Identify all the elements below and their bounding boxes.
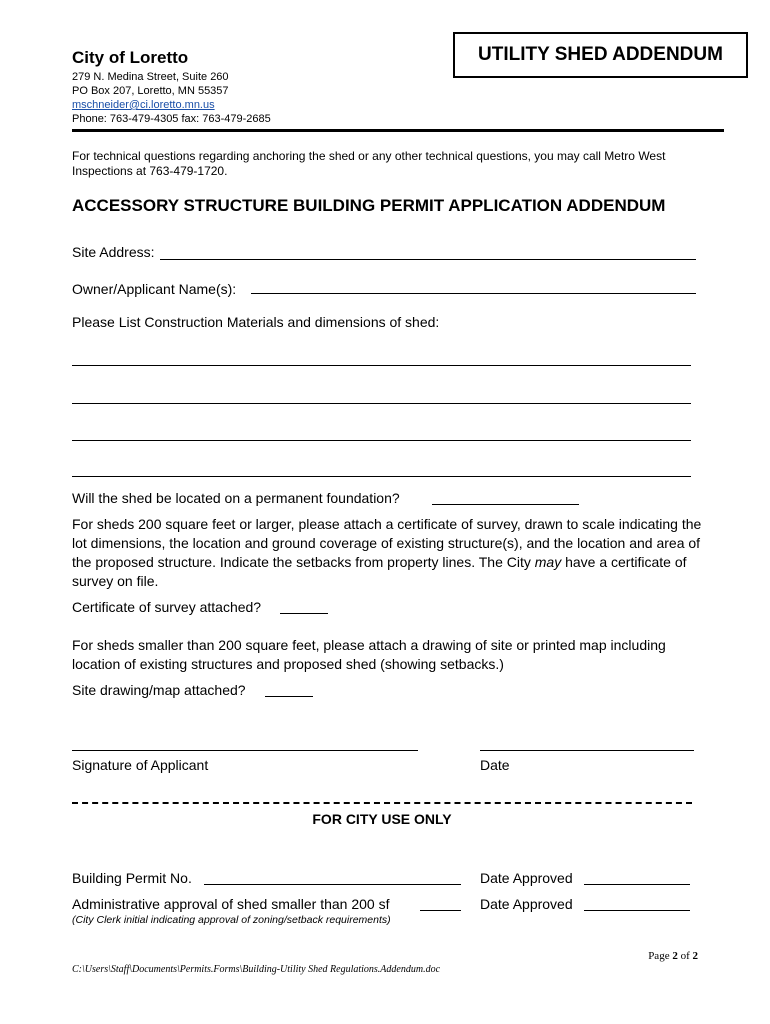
signature-field[interactable] <box>72 750 418 751</box>
org-name: City of Loretto <box>72 48 189 67</box>
form-title: UTILITY SHED ADDENDUM <box>478 44 723 65</box>
page-number <box>600 950 698 962</box>
city-use-title: FOR CITY USE ONLY <box>312 811 452 827</box>
survey-text-before: For sheds 200 square feet or larger, please attach a certificate of survey, drawn to scale indicating the lot dimensions, the location and ground coverage of existing structure(s), and the location and area of the proposed structure. Indicate the setbacks from property lines. The City <box>72 516 702 570</box>
date-label: Date <box>480 757 510 773</box>
header-divider <box>72 129 724 132</box>
address-line-1: 279 N. Medina Street, Suite 260 <box>72 71 229 83</box>
phone-fax: Phone: 763-479-4305 fax: 763-479-2685 <box>72 113 271 125</box>
city-use-divider <box>72 802 692 804</box>
signature-date-field[interactable] <box>480 750 694 751</box>
drawing-attached-label: Site drawing/map attached? <box>72 682 246 698</box>
address-line-2: PO Box 207, Loretto, MN 55357 <box>72 85 229 97</box>
drawing-attached-field[interactable] <box>265 696 313 697</box>
owner-name-field[interactable] <box>251 293 696 294</box>
drawing-instructions: For sheds smaller than 200 square feet, please attach a drawing of site or printed map including location of existing structures and proposed shed (showing setbacks.) <box>72 637 666 672</box>
materials-line-1[interactable] <box>72 365 691 366</box>
page-prefix: Page <box>648 950 673 962</box>
materials-line-2[interactable] <box>72 403 691 404</box>
survey-text-after: have a certificate of survey on file. <box>72 554 687 589</box>
admin-approval-field[interactable] <box>420 910 461 911</box>
form-heading: ACCESSORY STRUCTURE BUILDING PERMIT APPLICATION ADDENDUM <box>72 196 666 215</box>
site-address-label: Site Address: <box>72 244 155 260</box>
intro-text: For technical questions regarding anchoring the shed or any other technical questions, you may call Metro West Inspections at 763-479-1720. <box>72 149 666 178</box>
materials-line-4[interactable] <box>72 476 691 477</box>
email-link[interactable]: mschneider@ci.loretto.mn.us <box>72 99 215 111</box>
date-approved-field-1[interactable] <box>584 884 690 885</box>
date-approved-label-1: Date Approved <box>480 870 573 886</box>
form-title-box <box>453 32 748 78</box>
foundation-label: Will the shed be located on a permanent foundation? <box>72 490 400 506</box>
file-path: C:\Users\Staff\Documents\Permits.Forms\Building-Utility Shed Regulations.Addendum.doc <box>72 964 441 975</box>
materials-label: Please List Construction Materials and dimensions of shed: <box>72 314 440 330</box>
site-address-field[interactable] <box>160 259 696 260</box>
materials-line-3[interactable] <box>72 440 691 441</box>
page-of: of <box>677 950 693 962</box>
survey-text-emphasis: may <box>534 554 562 570</box>
owner-label: Owner/Applicant Name(s): <box>72 281 237 297</box>
date-approved-field-2[interactable] <box>584 910 690 911</box>
foundation-field[interactable] <box>432 504 579 505</box>
signature-label: Signature of Applicant <box>72 757 209 773</box>
date-approved-label-2: Date Approved <box>480 896 573 912</box>
clerk-note: (City Clerk initial indicating approval of zoning/setback requirements) <box>72 914 391 926</box>
page-total: 2 <box>692 950 698 962</box>
permit-number-label: Building Permit No. <box>72 870 192 886</box>
admin-approval-label: Administrative approval of shed smaller than 200 sf <box>72 896 390 912</box>
survey-attached-label: Certificate of survey attached? <box>72 599 262 615</box>
survey-attached-field[interactable] <box>280 613 328 614</box>
page-current: 2 <box>672 950 678 962</box>
permit-number-field[interactable] <box>204 884 461 885</box>
survey-instructions <box>72 515 702 591</box>
